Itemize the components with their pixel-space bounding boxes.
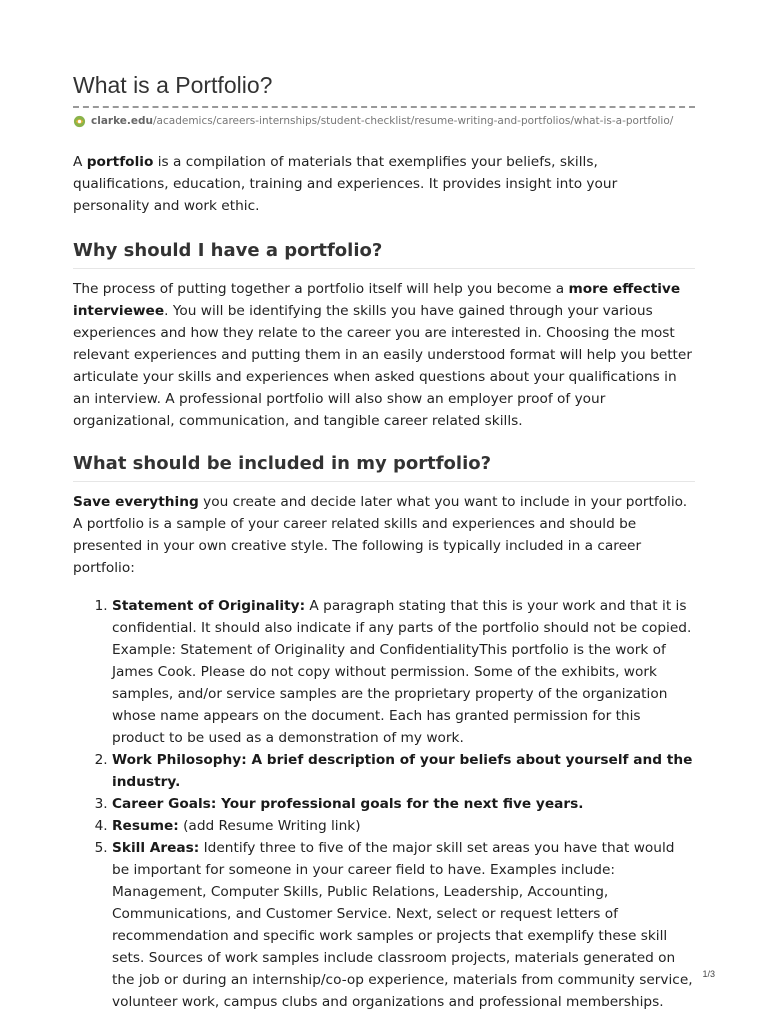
list-item — [112, 793, 695, 815]
intro-text-after: is a compilation of materials that exemplifies your beliefs, skills, qualifications, education, training and experiences. It provides insight into your personality and work ethic. — [73, 154, 618, 214]
source-url[interactable] — [73, 113, 695, 129]
what-text-after: you create and decide later what you want to include in your portfolio. A portfolio is a sample of your career related skills and experiences and should be presented in your own creative style. The following is typically included in a career portfolio: — [73, 494, 688, 576]
intro-text-before: A — [73, 154, 87, 170]
why-paragraph — [73, 278, 695, 432]
list-item-title: Statement of Originality: — [112, 598, 306, 614]
list-item-text: Identify three to five of the major skill set areas you have that would be important for someone in your career field to have. Examples include: Management, Computer Skills, Public Relations, Leadership, Accounting, Communications, and Customer Service. Next, select or request letters of recommendation and specific work samples or projects that exemplify these skill sets. Sources of work samples include classroom projects, materials generated on the job or during an internship/co-op experience, materials from community service, volunteer work, campus clubs and organizations and professional memberships. — [112, 840, 693, 1010]
why-text-after: . You will be identifying the skills you have gained through your various experiences and how they relate to the career you are interested in. Choosing the most relevant experiences and putting them in an easily understood format will help you better articulate your skills and experiences when asked questions about your qualifications in an interview. A professional portfolio will also show an employer proof of your organizational, communication, and tangible career related skills. — [73, 303, 692, 429]
list-item-title: Skill Areas: — [112, 840, 200, 856]
page-title: What is a Portfolio? — [73, 70, 695, 108]
intro-paragraph — [73, 151, 695, 217]
intro-bold: portfolio — [86, 154, 154, 170]
list-item-title: Work Philosophy: A brief description of your beliefs about yourself and the industry. — [112, 752, 693, 790]
what-bold: Save everything — [73, 494, 199, 510]
list-item — [112, 837, 695, 1013]
list-item-text: A paragraph stating that this is your work and that it is confidential. It should also indicate if any parts of the portfolio should not be copied. Example: Statement of Originality and ConfidentialityThis portfolio is the work of James Cook. Please do not copy without permission. Some of the exhibits, work samples, and/or service samples are the proprietary property of the organization whose name appears on the document. Each has granted permission for this product to be used as a demonstration of my work. — [112, 598, 692, 746]
list-item — [112, 595, 695, 749]
what-paragraph — [73, 491, 695, 579]
why-bold: more effective interviewee — [73, 281, 681, 319]
site-favicon-icon — [73, 115, 86, 128]
document-page — [73, 70, 695, 1013]
why-heading: Why should I have a portfolio? — [73, 239, 695, 269]
page-number: 1/3 — [702, 969, 715, 979]
list-item-text: (add Resume Writing link) — [178, 818, 361, 834]
portfolio-items-list — [73, 595, 695, 1013]
list-item — [112, 815, 695, 837]
list-item — [112, 749, 695, 793]
what-heading: What should be included in my portfolio? — [73, 452, 695, 482]
list-item-title: Career Goals: Your professional goals for the next five years. — [112, 796, 584, 812]
source-domain[interactable]: clarke.edu — [91, 115, 154, 127]
source-path[interactable]: /academics/careers-internships/student-checklist/resume-writing-and-portfolios/what-is-a-portfolio/ — [153, 115, 674, 127]
why-text-before: The process of putting together a portfolio itself will help you become a — [73, 281, 569, 297]
list-item-title: Resume: — [112, 818, 179, 834]
